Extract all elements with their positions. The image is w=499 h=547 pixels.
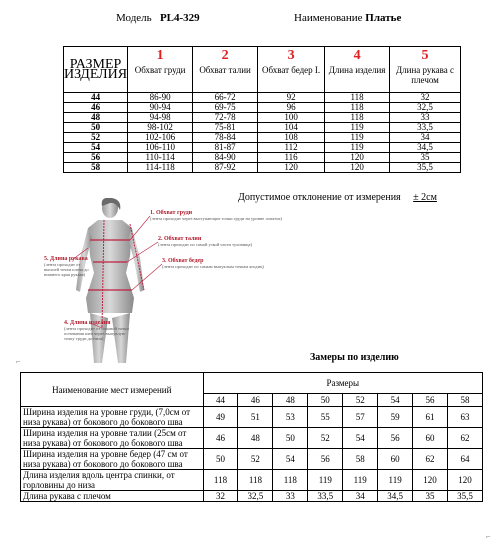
meas-row-name: Ширина изделия на уровне груди, (7,0см от низа рукава) от бокового до бокового шва [21, 407, 204, 428]
meas-value-cell: 35 [413, 491, 448, 502]
meas-value-cell: 59 [378, 407, 413, 428]
razmer-header: РАЗМЕР ИЗДЕЛИЯ [64, 47, 128, 93]
size-row [64, 123, 461, 133]
size-value-cell: 84-90 [193, 153, 258, 163]
size-value-cell: 118 [325, 93, 390, 103]
size-value-cell: 86-90 [128, 93, 193, 103]
meas-value-cell: 120 [448, 470, 483, 491]
size-value-cell: 32,5 [390, 103, 461, 113]
model-label: Модель [116, 12, 152, 24]
meas-size-header-cell: 48 [273, 394, 308, 407]
meas-name-header: Наименование мест измерений [21, 373, 204, 407]
size-value-cell: 98-102 [128, 123, 193, 133]
size-row [64, 113, 461, 123]
meas-value-cell: 118 [273, 470, 308, 491]
meas-row-name: Длина рукава с плечом [21, 491, 204, 502]
meas-value-cell: 58 [343, 449, 378, 470]
size-value-cell: 33,5 [390, 123, 461, 133]
size-value-cell: 118 [325, 113, 390, 123]
name-line [294, 12, 401, 24]
size-cell: 54 [64, 143, 128, 153]
tolerance-value: ± 2см [413, 192, 437, 203]
col-label-3: Обхват бедер I. [258, 65, 325, 93]
meas-row-name: Длина изделия вдоль центра спинки, от горловины до низа [21, 470, 204, 491]
size-value-cell: 120 [325, 153, 390, 163]
size-value-cell: 34 [390, 133, 461, 143]
tolerance-label: Допустимое отклонение от измерения [238, 192, 401, 203]
meas-row [21, 470, 483, 491]
size-cell: 44 [64, 93, 128, 103]
meas-row [21, 491, 483, 502]
size-cell: 50 [64, 123, 128, 133]
note-waist: 2. Обхват талии (лента проходит по самой узкой части туловища) [158, 236, 253, 247]
meas-value-cell: 64 [448, 449, 483, 470]
size-value-cell: 87-92 [193, 163, 258, 173]
size-value-cell: 92 [258, 93, 325, 103]
size-row [64, 103, 461, 113]
meas-size-header-cell: 58 [448, 394, 483, 407]
size-value-cell: 75-81 [193, 123, 258, 133]
size-value-cell: 96 [258, 103, 325, 113]
meas-size-header-cell: 46 [238, 394, 273, 407]
meas-value-cell: 50 [273, 428, 308, 449]
col-num-3: 3 [258, 47, 325, 66]
size-row [64, 143, 461, 153]
size-cell: 56 [64, 153, 128, 163]
meas-value-cell: 119 [308, 470, 343, 491]
body-silhouette-icon [30, 198, 253, 368]
meas-value-cell: 34 [343, 491, 378, 502]
size-value-cell: 119 [325, 143, 390, 153]
col-num-4: 4 [325, 47, 390, 66]
meas-value-cell: 48 [238, 428, 273, 449]
size-cell: 58 [64, 163, 128, 173]
size-table [63, 46, 461, 173]
size-value-cell: 94-98 [128, 113, 193, 123]
size-row [64, 133, 461, 143]
meas-value-cell: 119 [343, 470, 378, 491]
size-cell: 48 [64, 113, 128, 123]
meas-value-cell: 33 [273, 491, 308, 502]
size-value-cell: 120 [258, 163, 325, 173]
size-value-cell: 106-110 [128, 143, 193, 153]
size-value-cell: 118 [325, 103, 390, 113]
meas-value-cell: 60 [413, 428, 448, 449]
note-sleeve: 5. Длина рукава (лента проходит от высшей точки плеча до нижнего края рукава) [44, 256, 89, 277]
col-label-2: Обхват талии [193, 65, 258, 93]
meas-row [21, 428, 483, 449]
meas-size-header-cell: 44 [203, 394, 238, 407]
meas-value-cell: 60 [378, 449, 413, 470]
size-value-cell: 112 [258, 143, 325, 153]
size-cell: 52 [64, 133, 128, 143]
meas-value-cell: 62 [413, 449, 448, 470]
measurements-table [20, 372, 483, 502]
meas-value-cell: 52 [238, 449, 273, 470]
col-num-2: 2 [193, 47, 258, 66]
size-value-cell: 34,5 [390, 143, 461, 153]
meas-value-cell: 119 [378, 470, 413, 491]
size-value-cell: 72-78 [193, 113, 258, 123]
size-value-cell: 119 [325, 133, 390, 143]
meas-value-cell: 57 [343, 407, 378, 428]
size-rows [64, 93, 461, 173]
size-value-cell: 78-84 [193, 133, 258, 143]
meas-value-cell: 34,5 [378, 491, 413, 502]
size-value-cell: 35 [390, 153, 461, 163]
note-bust: 1. Обхват груди (лента проходит через выступающие точки груди на уровне лопаток) [150, 210, 283, 221]
meas-row [21, 407, 483, 428]
meas-value-cell: 35,5 [448, 491, 483, 502]
model-value: PL4-329 [159, 12, 200, 24]
note-length: 4. Длина изделия (лента проходит от боковой точки основания шеи через выпуклую точку груди до низа) [64, 320, 129, 341]
size-row [64, 163, 461, 173]
meas-row-name: Ширина изделия на уровне талии (25см от низа рукава) от бокового до бокового шва [21, 428, 204, 449]
meas-size-header-cell: 52 [343, 394, 378, 407]
col-label-1: Обхват груди [128, 65, 193, 93]
size-value-cell: 66-72 [193, 93, 258, 103]
meas-sizes-header: Размеры [203, 373, 482, 394]
meas-row [21, 449, 483, 470]
size-cell: 46 [64, 103, 128, 113]
col-label-4: Длина изделия [325, 65, 390, 93]
size-value-cell: 114-118 [128, 163, 193, 173]
meas-value-cell: 63 [448, 407, 483, 428]
meas-value-cell: 54 [273, 449, 308, 470]
meas-value-cell: 55 [308, 407, 343, 428]
size-value-cell: 108 [258, 133, 325, 143]
name-label: Наименование [294, 12, 363, 24]
meas-value-cell: 120 [413, 470, 448, 491]
meas-value-cell: 56 [308, 449, 343, 470]
col-label-5: Длина рукава с плечом [390, 65, 461, 93]
size-value-cell: 104 [258, 123, 325, 133]
meas-value-cell: 52 [308, 428, 343, 449]
size-row [64, 93, 461, 103]
meas-size-header-cell: 56 [413, 394, 448, 407]
meas-value-cell: 118 [203, 470, 238, 491]
col-num-1: 1 [128, 47, 193, 66]
meas-value-cell: 49 [203, 407, 238, 428]
meas-value-cell: 62 [448, 428, 483, 449]
meas-value-cell: 118 [238, 470, 273, 491]
size-value-cell: 35,5 [390, 163, 461, 173]
size-value-cell: 81-87 [193, 143, 258, 153]
meas-value-cell: 32,5 [238, 491, 273, 502]
col-num-5: 5 [390, 47, 461, 66]
size-value-cell: 119 [325, 123, 390, 133]
size-row [64, 153, 461, 163]
size-value-cell: 69-75 [193, 103, 258, 113]
meas-value-cell: 33,5 [308, 491, 343, 502]
meas-value-cell: 46 [203, 428, 238, 449]
model-line [116, 12, 200, 24]
meas-value-cell: 53 [273, 407, 308, 428]
corner-mark: ⌐ [16, 357, 21, 366]
meas-row-name: Ширина изделия на уровне бедер (47 см от низа рукава) от бокового до бокового шва [21, 449, 204, 470]
meas-value-cell: 61 [413, 407, 448, 428]
measurements-title: Замеры по изделию [310, 352, 399, 363]
size-value-cell: 102-106 [128, 133, 193, 143]
tolerance-line [238, 192, 437, 203]
size-value-cell: 120 [325, 163, 390, 173]
meas-value-cell: 51 [238, 407, 273, 428]
name-value: Платье [365, 12, 402, 24]
size-value-cell: 116 [258, 153, 325, 163]
meas-value-cell: 32 [203, 491, 238, 502]
size-value-cell: 32 [390, 93, 461, 103]
size-value-cell: 90-94 [128, 103, 193, 113]
corner-mark: ⌐ [486, 532, 491, 541]
meas-rows [21, 407, 483, 502]
size-value-cell: 33 [390, 113, 461, 123]
note-hips: 3. Обхват бедер (лента проходит по самым выпуклым точкам ягодиц) [162, 258, 264, 269]
meas-size-header-cell: 50 [308, 394, 343, 407]
meas-value-cell: 50 [203, 449, 238, 470]
meas-value-cell: 54 [343, 428, 378, 449]
size-value-cell: 100 [258, 113, 325, 123]
size-value-cell: 110-114 [128, 153, 193, 163]
measurement-figure [30, 198, 283, 368]
meas-value-cell: 56 [378, 428, 413, 449]
meas-size-header-cell: 54 [378, 394, 413, 407]
